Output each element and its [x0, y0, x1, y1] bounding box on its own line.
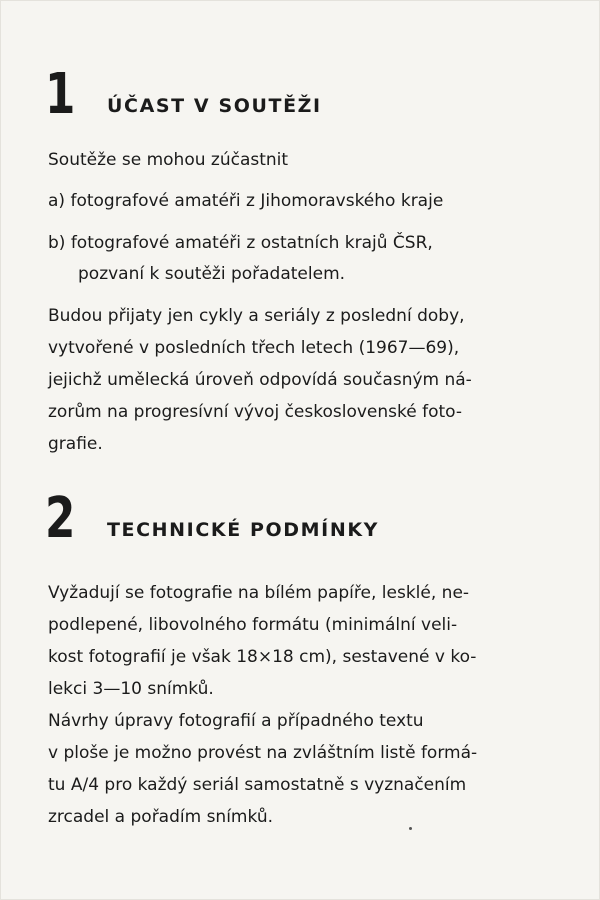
- section-1-para-line: zorům na progresívní vývoj československé foto-: [48, 402, 463, 422]
- section-2-para-1-line: kost fotografií je však 18×18 cm), sestavené v ko-: [48, 647, 477, 667]
- section-1-para-line: jejichž umělecká úroveň odpovídá současným ná-: [48, 370, 472, 390]
- section-2-para-1-line: lekci 3—10 snímků.: [48, 679, 214, 699]
- section-2-para-2-line: Návrhy úpravy fotografií a případného textu: [48, 711, 424, 731]
- section-1-item-a: a) fotografové amatéři z Jihomoravského kraje: [48, 191, 444, 211]
- section-1-para-line: grafie.: [48, 434, 103, 454]
- section-2-heading: [45, 486, 380, 551]
- section-2-number: 2: [45, 486, 74, 551]
- section-1-item-b-line-2: pozvaní k soutěži pořadatelem.: [78, 264, 346, 284]
- section-1-number: 1: [45, 62, 74, 127]
- section-2-para-2-line: tu A/4 pro každý seriál samostatně s vyznačením: [48, 775, 467, 795]
- section-2-para-1-line: podlepené, libovolného formátu (minimální veli-: [48, 615, 458, 635]
- section-2-title: TECHNICKÉ PODMÍNKY: [107, 519, 380, 541]
- section-1-para-line: Budou přijaty jen cykly a seriály z poslední doby,: [48, 306, 465, 326]
- section-1-heading: [45, 62, 322, 127]
- section-2-para-2-line: v ploše je možno provést na zvláštním listě formá-: [48, 743, 478, 763]
- section-2-para-2-line: zrcadel a pořadím snímků.: [48, 807, 273, 827]
- section-2-para-1-line: Vyžadují se fotografie na bílém papíře, lesklé, ne-: [48, 583, 470, 603]
- section-1-item-b-line-1: b) fotografové amatéři z ostatních krajů ČSR,: [48, 233, 433, 253]
- section-1-intro: Soutěže se mohou zúčastnit: [48, 150, 289, 170]
- section-1-para-line: vytvořené v posledních třech letech (1967—69),: [48, 338, 460, 358]
- paper-speck: [409, 827, 412, 830]
- section-1-title: ÚČAST V SOUTĚŽI: [107, 95, 322, 117]
